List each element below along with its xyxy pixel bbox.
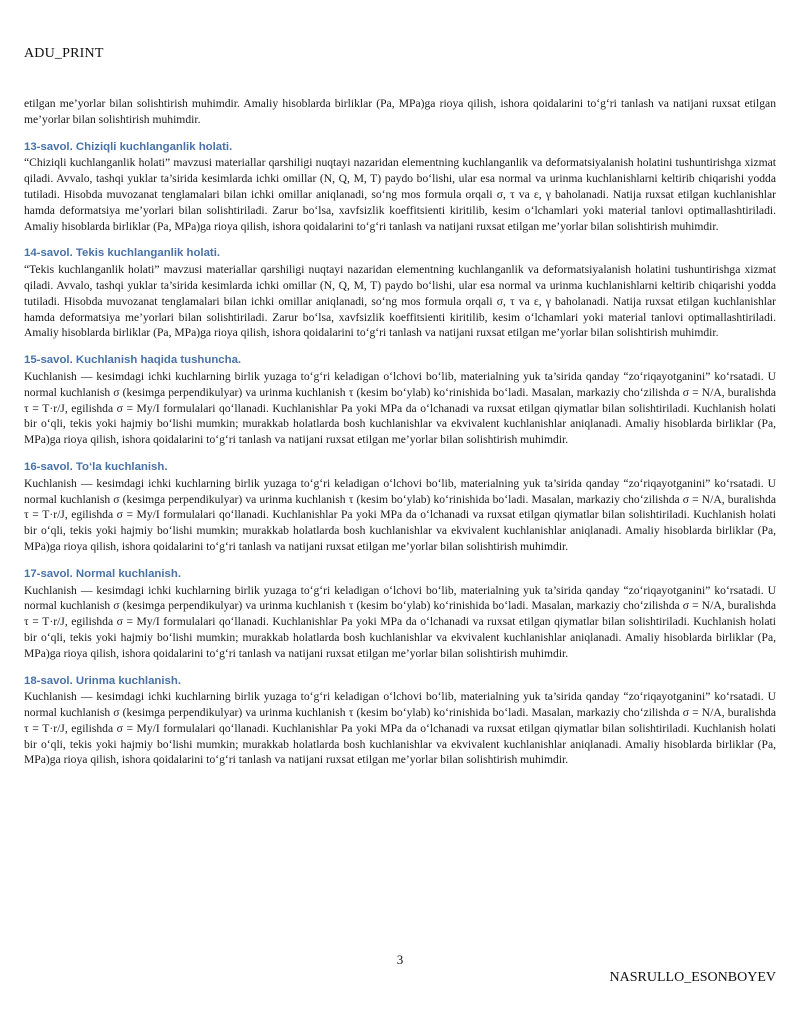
question-section	[24, 353, 776, 448]
question-section	[24, 246, 776, 341]
question-title: 17-savol. Normal kuchlanish.	[24, 567, 181, 580]
intro-paragraph: etilgan me’yorlar bilan solishtirish muhimdir. Amaliy hisoblarda birliklar (Pa, MPa)ga rioya qilish, ishora qoidalarini to‘g‘ri tanlash va natijani ruxsat etilgan me’yorlar bilan solishtirish muhimdir.	[24, 97, 776, 126]
footer-author: NASRULLO_ESONBOYEV	[609, 970, 776, 985]
question-section	[24, 460, 776, 555]
question-body: Kuchlanish — kesimdagi ichki kuchlarning birlik yuzaga to‘g‘ri keladigan o‘lchovi bo‘lib, materialning yuk ta’sirida qanday “zo‘riqayotganini” ko‘rsatadi. U normal kuchlanish σ (kesimga perpendikulyar) va urinma kuchlanish τ (kesim bo‘ylab) ko‘rinishida bo‘ladi. Masalan, markaziy cho‘zilishda σ = N/A, buralishda τ = T·r/J, egilishda σ = My/I formulalari qo‘llanadi. Kuchlanishlar Pa yoki MPa da o‘lchanadi va ruxsat etilgan qiymatlar bilan solishtiriladi. Kuchlanish holati bir o‘qli, tekis yoki hajmiy bo‘lishi mumkin; murakkab holatlarda bosh kuchlanishlar va ekvivalent kuchlanishlar aniqlanadi. Amaliy hisoblarda birliklar (Pa, MPa)ga rioya qilish, ishora qoidalarini to‘g‘ri tanlash va natijani ruxsat etilgan me’yorlar bilan solishtirish muhimdir.	[24, 369, 776, 447]
question-body: “Chiziqli kuchlanganlik holati” mavzusi materiallar qarshiligi nuqtayi nazaridan elementning kuchlanganlik va deformatsiyalanish holatini tushuntirishga xizmat qiladi. Avvalo, tashqi yuklar ta’sirida kesimlarda ichki omillar (N, Q, M, T) paydo bo‘lishi, ular esa normal va urinma kuchlanishlarni keltirib chiqarishi yodda tutiladi. Hisobda muvozanat tenglamalari bilan ichki omillar aniqlanadi, so‘ng mos formula orqali σ, τ va ε, γ baholanadi. Natija ruxsat etilgan kuchlanishlar hamda deformatsiya me’yorlari bilan solishtiriladi. Zarur bo‘lsa, xavfsizlik koeffitsienti kiritilib, kesim o‘lchamlari yoki material tanlovi optimallashtiriladi. Amaliy hisoblarda birliklar (Pa, MPa)ga rioya qilish, ishora qoidalarini to‘g‘ri tanlash va natijani ruxsat etilgan me’yorlar bilan solishtirish muhimdir.	[24, 156, 776, 233]
question-title: 16-savol. To‘la kuchlanish.	[24, 460, 168, 473]
question-body: Kuchlanish — kesimdagi ichki kuchlarning birlik yuzaga to‘g‘ri keladigan o‘lchovi bo‘lib, materialning yuk ta’sirida qanday “zo‘riqayotganini” ko‘rsatadi. U normal kuchlanish σ (kesimga perpendikulyar) va urinma kuchlanish τ (kesim bo‘ylab) ko‘rinishida bo‘ladi. Masalan, markaziy cho‘zilishda σ = N/A, buralishda τ = T·r/J, egilishda σ = My/I formulalari qo‘llanadi. Kuchlanishlar Pa yoki MPa da o‘lchanadi va ruxsat etilgan qiymatlar bilan solishtiriladi. Kuchlanish holati bir o‘qli, tekis yoki hajmiy bo‘lishi mumkin; murakkab holatlarda bosh kuchlanishlar va ekvivalent kuchlanishlar aniqlanadi. Amaliy hisoblarda birliklar (Pa, MPa)ga rioya qilish, ishora qoidalarini to‘g‘ri tanlash va natijani ruxsat etilgan me’yorlar bilan solishtirish muhimdir.	[24, 690, 776, 767]
question-body: “Tekis kuchlanganlik holati” mavzusi materiallar qarshiligi nuqtayi nazaridan elementning kuchlanganlik va deformatsiyalanish holatini tushuntirishga xizmat qiladi. Avvalo, tashqi yuklar ta’sirida kesimlarda ichki omillar (N, Q, M, T) paydo bo‘lishi, ular esa normal va urinma kuchlanishlarni keltirib chiqarishi yodda tutiladi. Hisobda muvozanat tenglamalari bilan ichki omillar aniqlanadi, so‘ng mos formula orqali σ, τ va ε, γ baholanadi. Natija ruxsat etilgan kuchlanishlar hamda deformatsiya me’yorlari bilan solishtiriladi. Zarur bo‘lsa, xavfsizlik koeffitsienti kiritilib, kesim o‘lchamlari yoki material tanlovi optimallashtiriladi. Amaliy hisoblarda birliklar (Pa, MPa)ga rioya qilish, ishora qoidalarini to‘g‘ri tanlash va natijani ruxsat etilgan me’yorlar bilan solishtirish muhimdir.	[24, 263, 776, 340]
question-title: 13-savol. Chiziqli kuchlanganlik holati.	[24, 140, 233, 153]
question-section	[24, 567, 776, 662]
page-content	[24, 96, 776, 780]
question-body: Kuchlanish — kesimdagi ichki kuchlarning birlik yuzaga to‘g‘ri keladigan o‘lchovi bo‘lib, materialning yuk ta’sirida qanday “zo‘riqayotganini” ko‘rsatadi. U normal kuchlanish σ (kesimga perpendikulyar) va urinma kuchlanish τ (kesim bo‘ylab) ko‘rinishida bo‘ladi. Masalan, markaziy cho‘zilishda σ = N/A, buralishda τ = T·r/J, egilishda σ = My/I formulalari qo‘llanadi. Kuchlanishlar Pa yoki MPa da o‘lchanadi va ruxsat etilgan qiymatlar bilan solishtiriladi. Kuchlanish holati bir o‘qli, tekis yoki hajmiy bo‘lishi mumkin; murakkab holatlarda bosh kuchlanishlar va ekvivalent kuchlanishlar aniqlanadi. Amaliy hisoblarda birliklar (Pa, MPa)ga rioya qilish, ishora qoidalarini to‘g‘ri tanlash va natijani ruxsat etilgan me’yorlar bilan solishtirish muhimdir.	[24, 476, 776, 553]
question-body: Kuchlanish — kesimdagi ichki kuchlarning birlik yuzaga to‘g‘ri keladigan o‘lchovi bo‘lib, materialning yuk ta’sirida qanday “zo‘riqayotganini” ko‘rsatadi. U normal kuchlanish σ (kesimga perpendikulyar) va urinma kuchlanish τ (kesim bo‘ylab) ko‘rinishida bo‘ladi. Masalan, markaziy cho‘zilishda σ = N/A, buralishda τ = T·r/J, egilishda σ = My/I formulalari qo‘llanadi. Kuchlanishlar Pa yoki MPa da o‘lchanadi va ruxsat etilgan qiymatlar bilan solishtiriladi. Kuchlanish holati bir o‘qli, tekis yoki hajmiy bo‘lishi mumkin; murakkab holatlarda bosh kuchlanishlar va ekvivalent kuchlanishlar aniqlanadi. Amaliy hisoblarda birliklar (Pa, MPa)ga rioya qilish, ishora qoidalarini to‘g‘ri tanlash va natijani ruxsat etilgan me’yorlar bilan solishtirish muhimdir.	[24, 583, 776, 660]
question-title: 18-savol. Urinma kuchlanish.	[24, 674, 181, 687]
page-number: 3	[396, 952, 404, 967]
page-header: ADU_PRINT	[24, 46, 104, 61]
question-section	[24, 140, 776, 235]
question-title: 15-savol. Kuchlanish haqida tushuncha.	[24, 354, 242, 367]
question-section	[24, 674, 776, 769]
question-title: 14-savol. Tekis kuchlanganlik holati.	[24, 247, 221, 260]
